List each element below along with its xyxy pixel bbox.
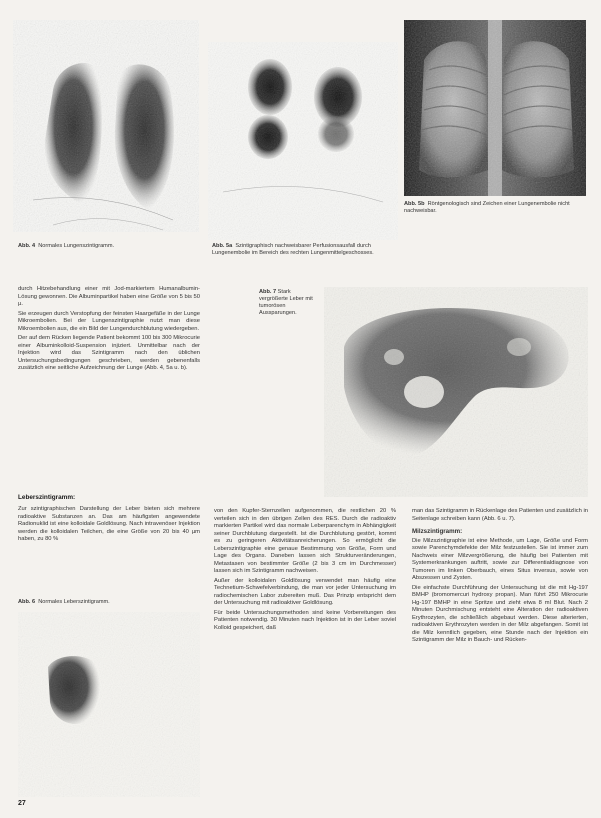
paragraph: von den Kupfer-Sternzellen aufgenommen, die restlichen 20 % verteilen sich in den übrigen Zellen des RES. Durch die radioaktiv markierten Partikel wird das normale Leberparenchym in Abhängigkeit seiner Durchblutung dargestellt. Ist die Durchblutung gestört, kommt es zu geringeren Aktivitätsanreicherungen. So ermöglicht die Leberszintigraphie eine genaue Bestimmung von Größe, Form und Lage des Organs. Daneben lassen sich Strukturveränderungen, Metastasen von bestimmter Größe (2 bis 3 cm im Durchmesser) lassen sich im Szintigramm nachweisen. bbox=[214, 508, 396, 574]
text-column-2 bbox=[214, 508, 396, 634]
text-column-1-top bbox=[18, 286, 200, 375]
figure-5b-caption: Abb. 5b Röntgenologisch sind Zeichen einer Lungenembolie nicht nachweisbar. bbox=[404, 201, 570, 214]
figure-5a-lung-scintigram bbox=[208, 42, 398, 240]
paragraph: Die einfachste Durchführung der Untersuchung ist die mit Hg-197 BMHP (bromomercuri hydroxy propan). Man führt 250 Mikrocurie Hg-197 BMHP in eine Spritze und zieht etwa 8 ml Blut. Nach 2 Minuten Durchmischung entsteht eine Alteration der radioaktiven Erythrozyten, die schließlich abgebaut werden. Diese alterierten, radioaktiven Erythrozyten werden in der Milz abgefangen. Somit ist die Milz kenntlich gegeben, eine Stunde nach der Injektion ein Szintigramm der Milz in Bauch- und Rücken- bbox=[412, 584, 588, 643]
figure-7-caption: Abb. 7 Stark vergrößerte Leber mit tumorösen Aussparungen. bbox=[259, 289, 313, 316]
section-heading-leber: Leberszintigramm: bbox=[18, 494, 76, 501]
figure-5b-chest-xray bbox=[404, 20, 586, 196]
figure-4-caption: Abb. 4 Normales Lungenszintigramm. bbox=[18, 243, 115, 249]
paragraph: durch Hitzebehandlung einer mit Jod-markiertem Humanalbumin-Lösung gewonnen. Die Albuminpartikel haben eine Größe von 5 bis 50 µ. bbox=[18, 286, 200, 307]
figure-6-liver-scintigram bbox=[18, 612, 200, 797]
text-column-3 bbox=[412, 508, 588, 647]
page-number: 27 bbox=[18, 800, 26, 807]
section-heading-milz: Milzszintigramm: bbox=[412, 528, 463, 535]
paragraph: Der auf dem Rücken liegende Patient bekommt 100 bis 300 Mikrocurie einer Albuminkolloid-Suspension injiziert. Unmittelbar nach der Injektion wird das Szintigramm nach den üblichen Untersuchungsbedingungen geschrieben, werden gebenenfalls zusätzlich eine seitliche Aufzeichnung der Lunge (Abb. 4, 5a u. b). bbox=[18, 335, 200, 371]
figure-4-lung-scintigram bbox=[13, 20, 199, 232]
paragraph: Die Milzszintigraphie ist eine Methode, um Lage, Größe und Form sowie Parenchymdefekte der Milz festzustellen. Sie ist immer zum Nachweis einer Milzvergrößerung, die häufig bei Patienten mit Systemerkrankungen auftritt, sowie zur Differentialdiagnose von Tumoren im linken Oberbauch, eines Situs inversus, sowie von Abszessen und Zysten. bbox=[412, 537, 588, 581]
paragraph: Außer der kolloidalen Goldlösung verwendet man häufig eine Technetium-Schwefelverbindung, die man vor jeder Untersuchung im radiochemischen Labor zubereiten muß. Das Prinzip entspricht dem der Untersuchung mit radioaktiver Goldlösung. bbox=[214, 577, 396, 606]
figure-5a-caption: Abb. 5a Szintigraphisch nachweisbarer Perfusionsausfall durch Lungenembolie im Bereich des rechten Lungenmittelgeschosses. bbox=[212, 243, 374, 256]
figure-6-caption: Abb. 6 Normales Leberszintigramm. bbox=[18, 599, 110, 605]
paragraph: Für beide Untersuchungsmethoden sind keine Vorbereitungen des Patienten notwendig. 30 Minuten nach Injektion ist in der Leber soviel Kolloid gespeichert, daß bbox=[214, 609, 396, 631]
paragraph: Sie erzeugen durch Verstopfung der feinsten Haargefäße in der Lunge Mikroembolien. Bei der Lungenszintigraphie nutzt man diese Mikroembolien aus, die ein Bild der Lungendurchblutung wiedergeben. bbox=[18, 310, 200, 332]
figure-7-liver-scintigram bbox=[324, 287, 588, 497]
text-leber: Zur szintigraphischen Darstellung der Leber bieten sich mehrere radioaktive Substanzen an. Das am häufigsten angewendete Radionuklid ist eine kolloidale Goldlösung. Nach intravenöser Injektion werden die kolloidalen Teilchen, die eine Größe von 20 bis 40 µm haben, zu 80 % bbox=[18, 506, 200, 542]
paragraph: man das Szintigramm in Rückenlage des Patienten und zusätzlich in Seitenlage schreiben kann (Abb. 6 u. 7). bbox=[412, 508, 588, 522]
